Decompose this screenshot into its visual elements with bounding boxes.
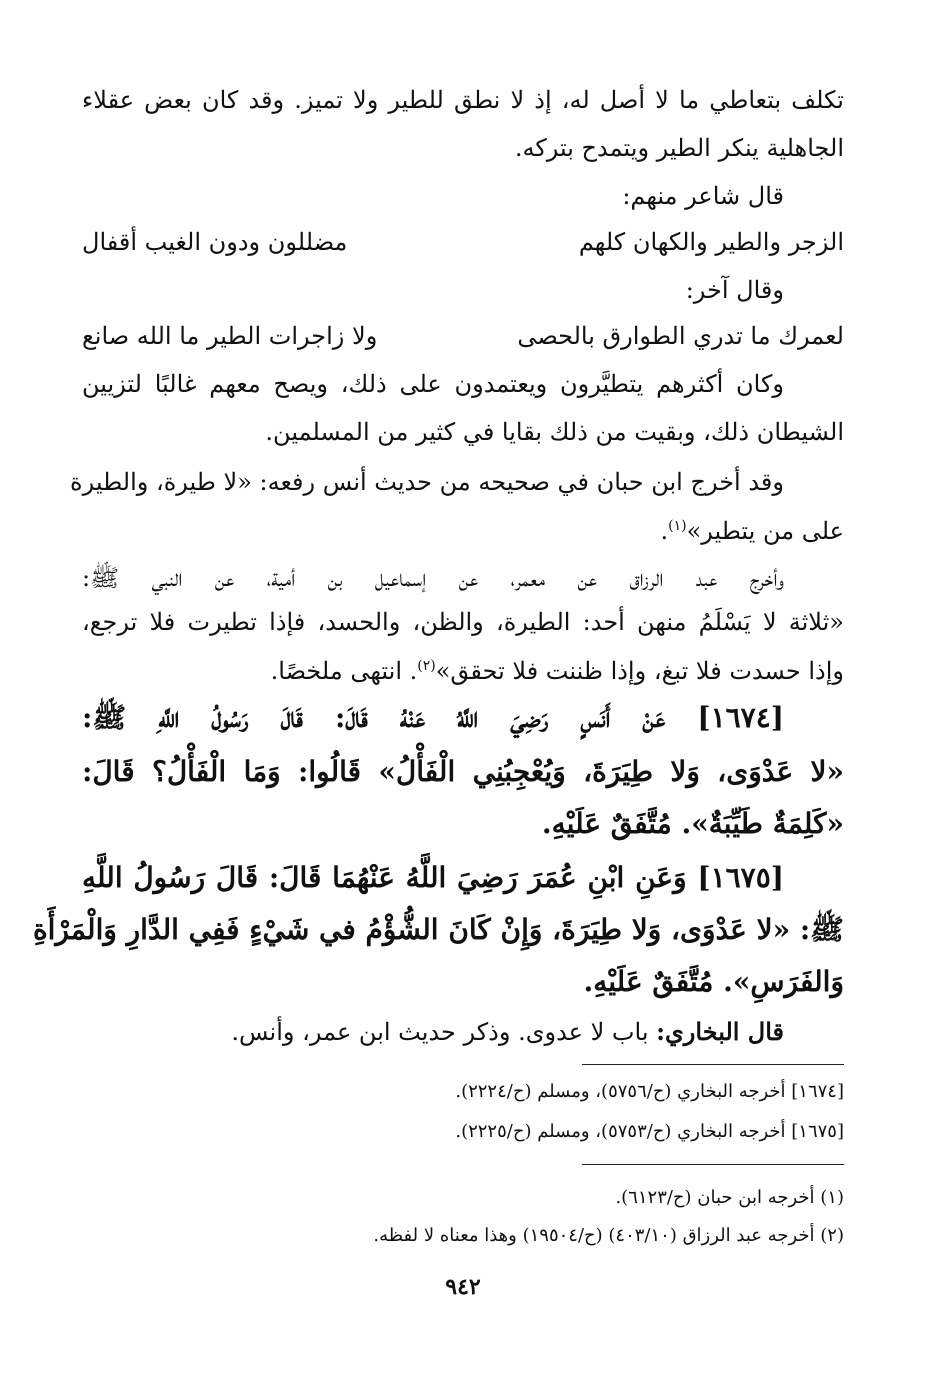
closing-text: . انتهى ملخصًا. — [270, 657, 418, 685]
page-number: ٩٤٢ — [445, 1274, 481, 1300]
verse-hemistich: الزجر والطير والكهان كلهم — [578, 228, 844, 256]
hadith-line: [١٦٧٤] عَنْ أَنَسٍ رَضِيَ اللَّهُ عَنْهُ قَالَ: قَالَ رَسُولُ اللَّهِ ﷺ: — [82, 701, 784, 734]
body-line — [271, 648, 844, 689]
hadith-line: «كَلِمَةٌ طَيِّبَةٌ». مُتَّفَقٌ عَلَيْهِ. — [541, 807, 844, 840]
footnote-divider — [582, 1164, 844, 1165]
verse-hemistich: مضللون ودون الغيب أقفال — [82, 228, 348, 256]
hadith-line: «لا عَدْوَى، وَلا طِيَرَةَ، وَيُعْجِبُنِي الْفَأْلُ» قَالُوا: وَمَا الْفَأْلُ؟ قَالَ: — [82, 755, 844, 788]
footnote: (١) أخرجه ابن حبان (ح/٦١٢٣). — [615, 1187, 844, 1208]
body-line: الجاهلية ينكر الطير ويتمدح بتركه. — [514, 134, 844, 162]
body-line: وأخرج عبد الرزاق عن معمر، عن إسماعيل بن أمية، عن النبي ﷺ: — [82, 564, 784, 592]
quote-text: على من يتطير» — [686, 517, 844, 545]
hadith-line: ﷺ: «لا عَدْوَى، وَلا طِيَرَةَ، وَإِنْ كَانَ الشُّؤْمُ في شَيْءٍ فَفِي الدَّارِ وَالْمَرْأَةِ — [32, 913, 844, 946]
poet-intro: وقال آخر: — [685, 276, 784, 304]
bukhari-text: باب لا عدوى. وذكر حديث ابن عمر، وأنس. — [231, 1018, 657, 1046]
hadith-line: وَالفَرَسِ». مُتَّفَقٌ عَلَيْهِ. — [583, 965, 844, 998]
verse-hemistich: لعمرك ما تدري الطوارق بالحصى — [517, 322, 844, 350]
verse-hemistich: ولا زاجرات الطير ما الله صانع — [82, 322, 378, 350]
body-line: وقد أخرج ابن حبان في صحيحه من حديث أنس رفعه: «لا طيرة، والطيرة — [70, 468, 784, 496]
hadith-line: [١٦٧٥] وَعَنِ ابْنِ عُمَرَ رَضِيَ اللَّهُ عَنْهُمَا قَالَ: قَالَ رَسُولُ اللَّهِ — [82, 861, 784, 894]
bukhari-note — [231, 1014, 784, 1050]
punctuation: . — [660, 517, 669, 545]
body-line — [660, 508, 844, 549]
footnote-ref: (١) — [668, 518, 687, 534]
takhrij-line: [١٦٧٥] أخرجه البخاري (ح/٥٧٥٣)، ومسلم (ح/٢٢٢٥). — [455, 1121, 844, 1142]
poet-intro: قال شاعر منهم: — [622, 182, 784, 210]
footnote-ref: (٢) — [417, 658, 436, 674]
body-line: تكلف بتعاطي ما لا أصل له، إذ لا نطق للطير ولا تميز. وقد كان بعض عقلاء — [82, 86, 844, 114]
quote-text: وإذا حسدت فلا تبغ، وإذا ظننت فلا تحقق» — [435, 657, 844, 685]
body-line: الشيطان ذلك، وبقيت من ذلك بقايا في كثير من المسلمين. — [265, 418, 844, 446]
takhrij-line: [١٦٧٤] أخرجه البخاري (ح/٥٧٥٦)، ومسلم (ح/٢٢٢٤). — [455, 1081, 844, 1102]
bukhari-label: قال البخاري: — [656, 1017, 784, 1046]
takhrij-divider — [582, 1064, 844, 1065]
body-line: «ثلاثة لا يَسْلَمُ منهن أحد: الطيرة، والظن، والحسد، فإذا تطيرت فلا ترجع، — [82, 608, 844, 636]
footnote: (٢) أخرجه عبد الرزاق (٤٠٣/١٠) (ح/١٩٥٠٤) وهذا معناه لا لفظه. — [373, 1225, 844, 1246]
body-line: وكان أكثرهم يتطيَّرون ويعتمدون على ذلك، ويصح معهم غالبًا لتزيين — [82, 370, 784, 398]
